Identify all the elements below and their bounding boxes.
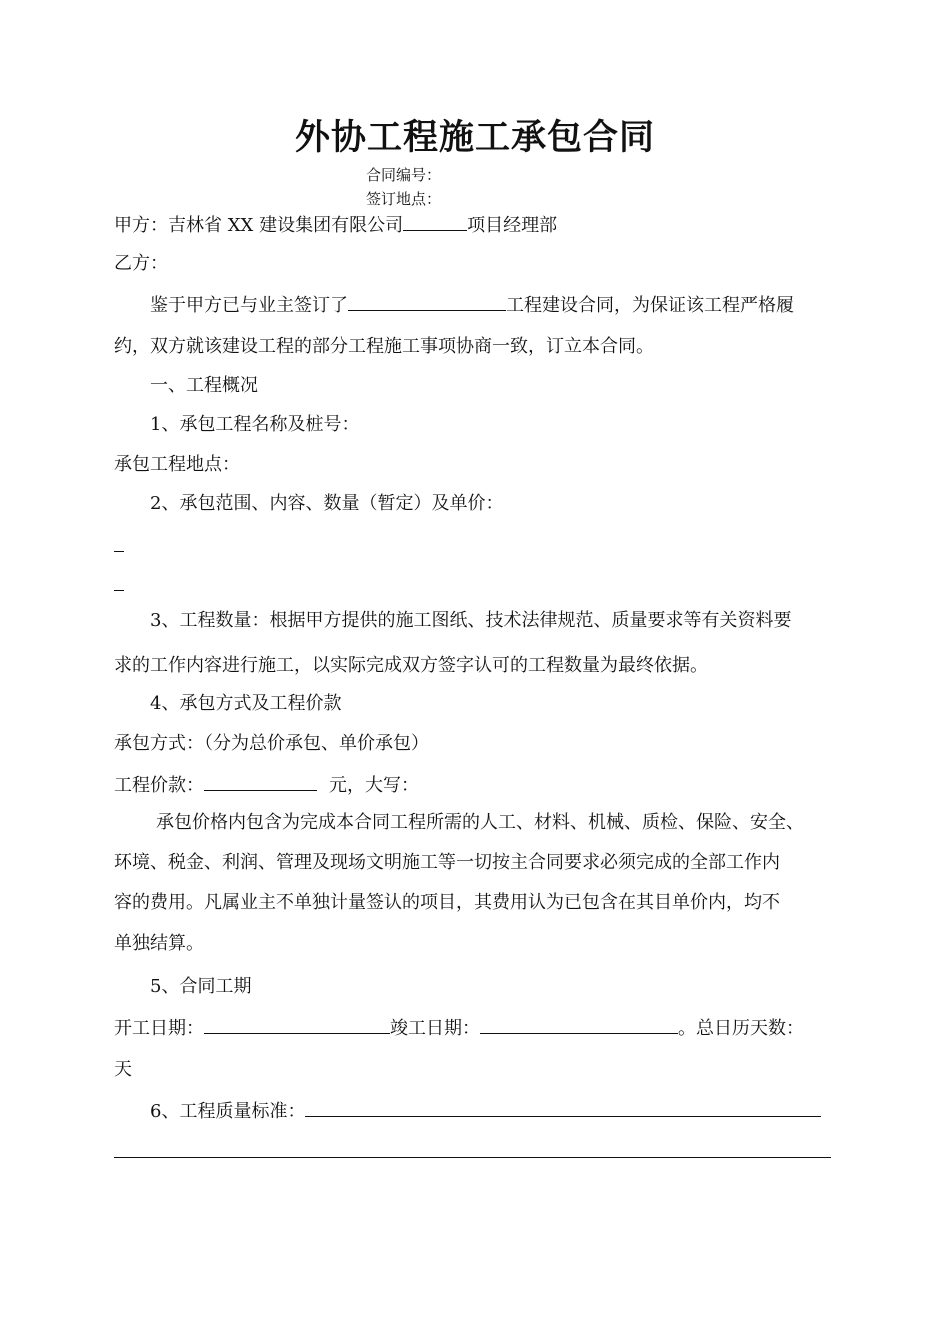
start-date-label: 开工日期： [114, 1018, 204, 1039]
item-5-heading: 5、合同工期 [150, 976, 252, 997]
scope-blank-line-2[interactable] [114, 590, 124, 591]
dates-line [114, 1015, 804, 1041]
price-note-line-1: 承包价格内包含为完成本合同工程所需的人工、材料、机械、质检、保险、安全、 [156, 812, 804, 833]
item-3-line-1: 3、工程数量：根据甲方提供的施工图纸、技术法律规范、质量要求等有关资料要 [150, 610, 792, 631]
party-a-line [114, 212, 557, 238]
contract-method-line: 承包方式：（分为总价承包、单价承包） [114, 733, 429, 754]
party-a-name: 甲方：吉林省 XX 建设集团有限公司 [114, 215, 404, 236]
total-days-label: 。总日历天数： [678, 1018, 804, 1039]
document-title: 外协工程施工承包合同 [294, 117, 655, 158]
days-unit: 天 [114, 1059, 132, 1080]
preamble-line-1: 鉴于甲方已与业主签订了 工程建设合同，为保证该工程严格履 [150, 292, 794, 318]
price-note-line-4: 单独结算。 [114, 933, 204, 954]
signing-place-label: 签订地点： [366, 190, 442, 208]
item-4-heading: 4、承包方式及工程价款 [150, 693, 342, 714]
item-1-heading: 1、承包工程名称及桩号： [150, 414, 360, 435]
item-6-line [150, 1098, 821, 1124]
item-2-heading: 2、承包范围、内容、数量（暂定）及单价： [150, 493, 504, 514]
party-a-department: 项目经理部 [467, 215, 558, 236]
project-name-blank[interactable] [403, 212, 467, 231]
price-note-line-3: 容的费用。凡属业主不单独计量签认的项目，其费用认为已包含在其目单价内，均不 [114, 892, 780, 913]
scope-blank-line-1[interactable] [114, 551, 124, 552]
price-note-line-2: 环境、税金、利润、管理及现场文明施工等一切按主合同要求必须完成的全部工作内 [114, 852, 780, 873]
price-line: 工程价款： 元，大写： [114, 772, 419, 798]
party-b-line: 乙方： [114, 253, 168, 274]
item-3-line-2: 求的工作内容进行施工，以实际完成双方签字认可的工程数量为最终依据。 [114, 655, 708, 676]
quality-standard-blank[interactable] [305, 1098, 821, 1117]
contract-number-label: 合同编号： [366, 166, 442, 184]
section-1-heading: 一、工程概况 [150, 375, 258, 396]
quality-standard-label: 6、工程质量标准： [150, 1101, 306, 1122]
end-date-blank[interactable] [480, 1015, 678, 1034]
location-label: 承包工程地点： [114, 454, 240, 475]
main-contract-blank[interactable] [348, 292, 506, 311]
start-date-blank[interactable] [204, 1015, 390, 1034]
end-date-label: 竣工日期： [390, 1018, 480, 1039]
price-amount-blank[interactable] [204, 772, 317, 791]
quality-standard-blank-line-2[interactable] [114, 1157, 831, 1158]
preamble-line-2: 约，双方就该建设工程的部分工程施工事项协商一致，订立本合同。 [114, 336, 654, 357]
